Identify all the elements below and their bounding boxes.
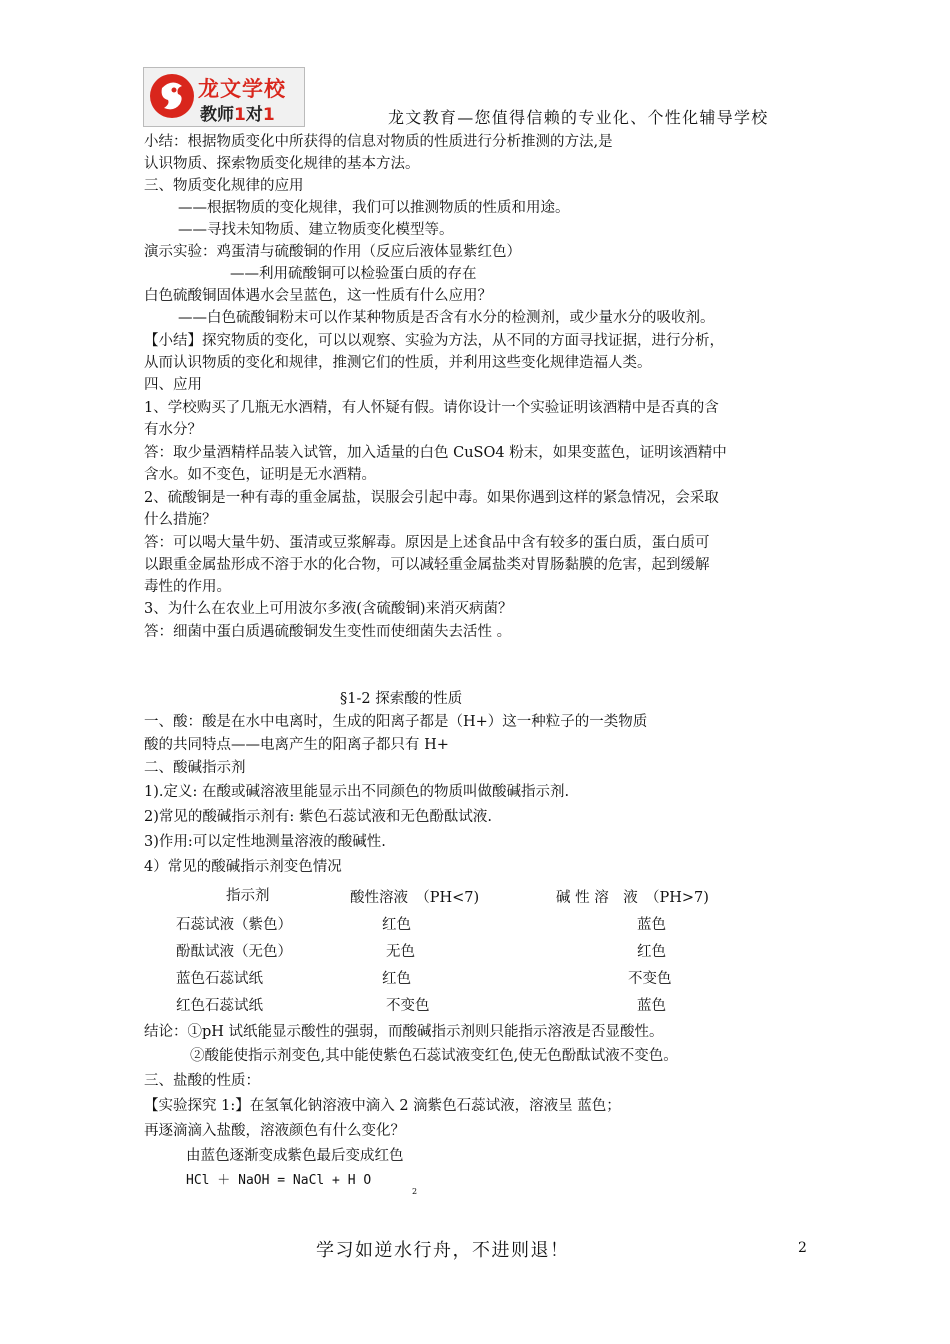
question-3: 3、为什么在农业上可用波尔多液(含硫酸铜)来消灭病菌？: [144, 601, 513, 617]
bullet-line: ——根据物质的变化规律，我们可以推测物质的性质和用途。: [178, 200, 570, 216]
experiment-1-answer: 由蓝色逐渐变成紫色最后变成红色: [186, 1148, 404, 1164]
question-2: 2、硫酸铜是一种有毒的重金属盐，误服会引起中毒。如果你遇到这样的紧急情况，会采取: [144, 490, 719, 506]
table-header: 酸性溶液 （PH<7): [350, 890, 480, 906]
logo-subtitle: 教师1对1: [200, 105, 275, 125]
page-number: 2: [798, 1240, 807, 1256]
question-1-cont: 有水分？: [144, 422, 202, 438]
indicator-common: 2)常见的酸碱指示剂有: 紫色石蕊试液和无色酚酞试液.: [144, 809, 492, 825]
question-1: 1、学校购买了几瓶无水酒精，有人怀疑有假。请你设计一个实验证明该酒精中是否真的含: [144, 400, 719, 416]
acid-feature: 酸的共同特点——电离产生的阳离子都只有 H+: [144, 737, 449, 753]
answer-1: 答：取少量酒精样品装入试管，加入适量的白色 CuSO4 粉末，如果变蓝色，证明该酒精中: [144, 445, 727, 461]
indicator-use: 3)作用:可以定性地测量溶液的酸碱性.: [144, 834, 386, 850]
answer-3: 答：细菌中蛋白质遇硫酸铜发生变性而使细菌失去活性 。: [144, 624, 512, 640]
conclusion-1: 结论：①pH 试纸能显示酸性的强弱，而酸碱指示剂则只能指示溶液是否显酸性。: [144, 1024, 664, 1040]
equation-subscript: 2: [412, 1187, 418, 1196]
experiment-1: 【实验探究 1:】在氢氧化钠溶液中滴入 2 滴紫色石蕊试液，溶液呈 蓝色；: [144, 1098, 621, 1114]
table-cell: 红色: [637, 944, 666, 960]
summary-block-cont: 从而认识物质的变化和规律，推测它们的性质，并利用这些变化规律造福人类。: [144, 355, 652, 371]
bullet-line: ——利用硫酸铜可以检验蛋白质的存在: [230, 266, 477, 282]
section-title: §1-2 探索酸的性质: [340, 691, 463, 707]
bullet-line: ——寻找未知物质、建立物质变化模型等。: [178, 222, 454, 238]
summary-block: 【小结】探究物质的变化，可以以观察、实验为方法，从不同的方面寻找证据，进行分析，: [144, 333, 724, 349]
table-header: 碱 性 溶 液 （PH>7): [556, 890, 709, 906]
demo-experiment: 演示实验：鸡蛋清与硫酸铜的作用（反应后液体显紫红色）: [144, 244, 521, 260]
indicator-heading: 二、酸碱指示剂: [144, 760, 246, 776]
table-cell: 酚酞试液（无色）: [176, 944, 292, 960]
table-cell: 红色: [382, 917, 411, 933]
answer-1-cont: 含水。如不变色，证明是无水酒精。: [144, 467, 376, 483]
chemical-equation: HCl ＋ NaOH = NaCl + H O: [186, 1173, 372, 1188]
table-cell: 红色石蕊试纸: [176, 998, 263, 1014]
table-cell: 蓝色: [637, 998, 666, 1014]
answer-2-cont: 毒性的作用。: [144, 579, 231, 595]
table-cell: 红色: [382, 971, 411, 987]
hcl-heading: 三、盐酸的性质：: [144, 1073, 260, 1089]
section-heading-4: 四、应用: [144, 377, 202, 393]
indicator-table-caption: 4）常见的酸碱指示剂变色情况: [144, 859, 342, 875]
table-header: 指示剂: [226, 888, 270, 904]
summary-line-cont: 认识物质、探索物质变化规律的基本方法。: [144, 156, 420, 172]
header-slogan: 龙文教育—您值得信赖的专业化、个性化辅导学校: [388, 108, 769, 127]
bullet-line: ——白色硫酸铜粉末可以作某种物质是否含有水分的检测剂，或少量水分的吸收剂。: [178, 310, 715, 326]
table-cell: 石蕊试液（紫色）: [176, 917, 292, 933]
table-cell: 不变色: [386, 998, 430, 1014]
table-cell: 蓝色石蕊试纸: [176, 971, 263, 987]
table-cell: 蓝色: [637, 917, 666, 933]
table-cell: 无色: [386, 944, 415, 960]
school-logo: [143, 67, 305, 127]
answer-2: 答：可以喝大量牛奶、蛋清或豆浆解毒。原因是上述食品中含有较多的蛋白质，蛋白质可: [144, 535, 710, 551]
footer-motto: 学习如逆水行舟，不进则退！: [316, 1240, 570, 1261]
section-heading-3: 三、物质变化规律的应用: [144, 178, 304, 194]
logo-title: 龙文学校: [198, 77, 286, 101]
conclusion-2: ②酸能使指示剂变色,其中能使紫色石蕊试液变红色,使无色酚酞试液不变色。: [190, 1048, 678, 1064]
indicator-definition: 1).定义: 在酸或碱溶液里能显示出不同颜色的物质叫做酸碱指示剂.: [144, 784, 570, 800]
answer-2-cont: 以跟重金属盐形成不溶于水的化合物，可以减轻重金属盐类对胃肠黏膜的危害，起到缓解: [144, 557, 710, 573]
question-line: 白色硫酸铜固体遇水会呈蓝色，这一性质有什么应用？: [144, 288, 492, 304]
question-2-cont: 什么措施？: [144, 512, 217, 528]
experiment-1-question: 再逐滴滴入盐酸，溶液颜色有什么变化？: [144, 1123, 405, 1139]
dragon-logo-icon: [148, 72, 196, 120]
summary-line: 小结：根据物质变化中所获得的信息对物质的性质进行分析推测的方法,是: [144, 134, 613, 150]
acid-definition: 一、酸：酸是在水中电离时，生成的阳离子都是（H+）这一种粒子的一类物质: [144, 714, 648, 730]
table-cell: 不变色: [628, 971, 672, 987]
